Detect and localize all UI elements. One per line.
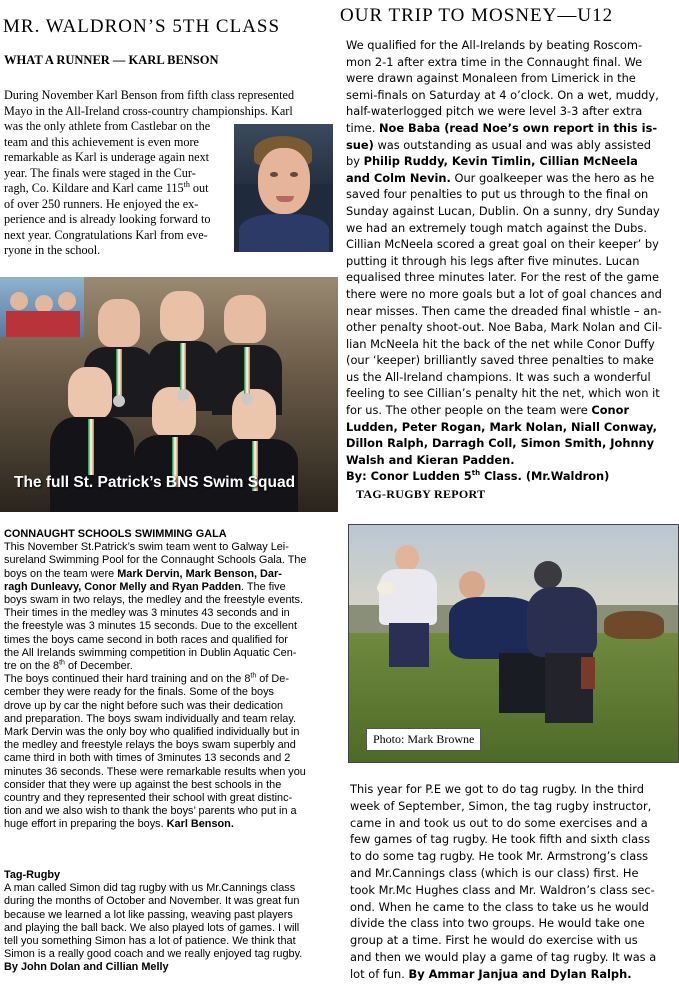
photo-credit: Photo: Mark Browne (366, 728, 481, 751)
left-tag-rugby-article: Tag-Rugby A man called Simon did tag rugby with us Mr.Cannings class during the months of October and November. It was great fun because we learned a lot like passing, weaving past players and playing the ball back. We also played lots of games. I will tell you something Simon has a lot of patience. We think that Simon is a really good coach and we really enjoyed tag rugby. By John Dolan and Cillian Melly (4, 869, 340, 975)
left-column-title: MR. WALDRON’S 5TH CLASS (3, 16, 281, 37)
left-tag-rugby-heading: Tag-Rugby (4, 869, 61, 881)
runner-article: During November Karl Benson from fifth class represented Mayo in the All-Ireland cross-country championships. Karl was the only athlete from Castlebar on the team and this achievement is even more remarkable as Karl is underage again next year. The finals were staged in the Cur- ragh, Co. Kildare and Karl came 115th out of over 250 runners. He enjoyed the ex- perience and is already looking forward to next year. Congratulations Karl from eve- ryone in the school. (4, 88, 295, 257)
swim-squad-photo (0, 277, 338, 512)
karl-benson-photo (234, 124, 333, 252)
tag-rugby-report-article: This year for P.E we got to do tag rugby. In the third week of September, Simon, the tag rugby instructor, came in and took us out to do some exercises and a few games of tag rugby. He took fifth and sixth class to do some tag rugby. He took Mr. Armstrong’s class and Mr.Cannings class (which is our class) first. He took Mr.Mc Hughes class and Mr. Waldron’s class sec- ond. When he came to the class to take us he would divide the class into two groups. He would take one group at a time. First he would do exercise with us and then we would play a game of tag rugby. It was a lot of fun. By Ammar Janjua and Dylan Ralph. (350, 782, 657, 981)
runner-heading: WHAT A RUNNER — KARL BENSON (4, 53, 219, 67)
mosney-trip-article: We qualified for the All-Irelands by beating Roscom- mon 2-1 after extra time in the Connaught final. We were drawn against Monaleen from Limerick in the semi-finals on Saturday at 4 o’clock. On a wet, muddy, half-waterlogged pitch we were level 3-3 after extra time. Noe Baba (read Noe’s own report in this is- sue) was outstanding as usual and was ably assisted by Philip Ruddy, Kevin Timlin, Cillian McNeela and Colm Nevin. Our goalkeeper was the hero as he saved four penalties to put us through to the final on Sunday against Lucan, Dublin. On a sunny, dry Sunday we had an extremely tough match against the Dubs. Cillian McNeela scored a great goal on their keeper’ by putting it through his legs after five minutes. Lucan equalised three minutes later. For the rest of the game there were no more goals but a lot of goal chances and near misses. Then came the dreaded final whistle – an- other penalty shoot-out. Noe Baba, Mark Nolan and Cil- lian McNeela hit the back of the net while Conor Duffy (our ‘keeper) brilliantly saved three penalties to make us the All-Ireland champions. It was such a wonderful feeling to see Cillian’s penalty hit the net, which won it for us. The other people on the team were Conor Ludden, Peter Rogan, Mark Nolan, Niall Conway, Dillon Ralph, Darragh Coll, Simon Smith, Johnny Walsh and Kieran Padden. By: Conor Ludden 5th Class. (Mr.Waldron) (346, 37, 679, 485)
swimming-gala-heading: CONNAUGHT SCHOOLS SWIMMING GALA (4, 528, 227, 540)
tag-rugby-report-heading: TAG-RUGBY REPORT (356, 487, 486, 501)
right-column-title: OUR TRIP TO MOSNEY—U12 (340, 5, 614, 26)
swim-squad-caption: The full St. Patrick’s BNS Swim Squad (14, 474, 296, 491)
mosney-byline: By: Conor Ludden 5th Class. (Mr.Waldron) (346, 469, 610, 484)
tag-rugby-photo (348, 524, 679, 763)
swimming-gala-article: CONNAUGHT SCHOOLS SWIMMING GALA This November St.Patrick’s swim team went to Galway Lei- sureland Swimming Pool for the Connaught Schools Gala. The boys on the team were Mark Dervin, Mark Benson, Dar- ragh Dunleavy, Conor Melly and Ryan Padden. The five boys swam in two relays, the medley and the freestyle events. Their times in the medley was 3 minutes 43 seconds and in the freestyle was 3 minutes 15 seconds. Due to the excellent times the boys came second in both races and qualified for the All Irelands swimming competition in Dublin Aquatic Cen- tre on the 8th of December. The boys continued their hard training and on the 8th of De- cember they were ready for the finals. Some of the boys drove up by car the night before such was their dedication and preparation. The boys swam individually and team relay. Mark Dervin was the only boy who qualified individually but in the medley and freestyle relays the boys swam superbly and came third in both with times of 3minutes 13 seconds and 2 minutes 36 seconds. These were remarkable results when you consider that they were up against the best schools in the country and they represented their school with great distinc- tion and we also wish to thank the boys’ parents who put in a huge effort in preparing the boys. Karl Benson. (4, 528, 340, 832)
